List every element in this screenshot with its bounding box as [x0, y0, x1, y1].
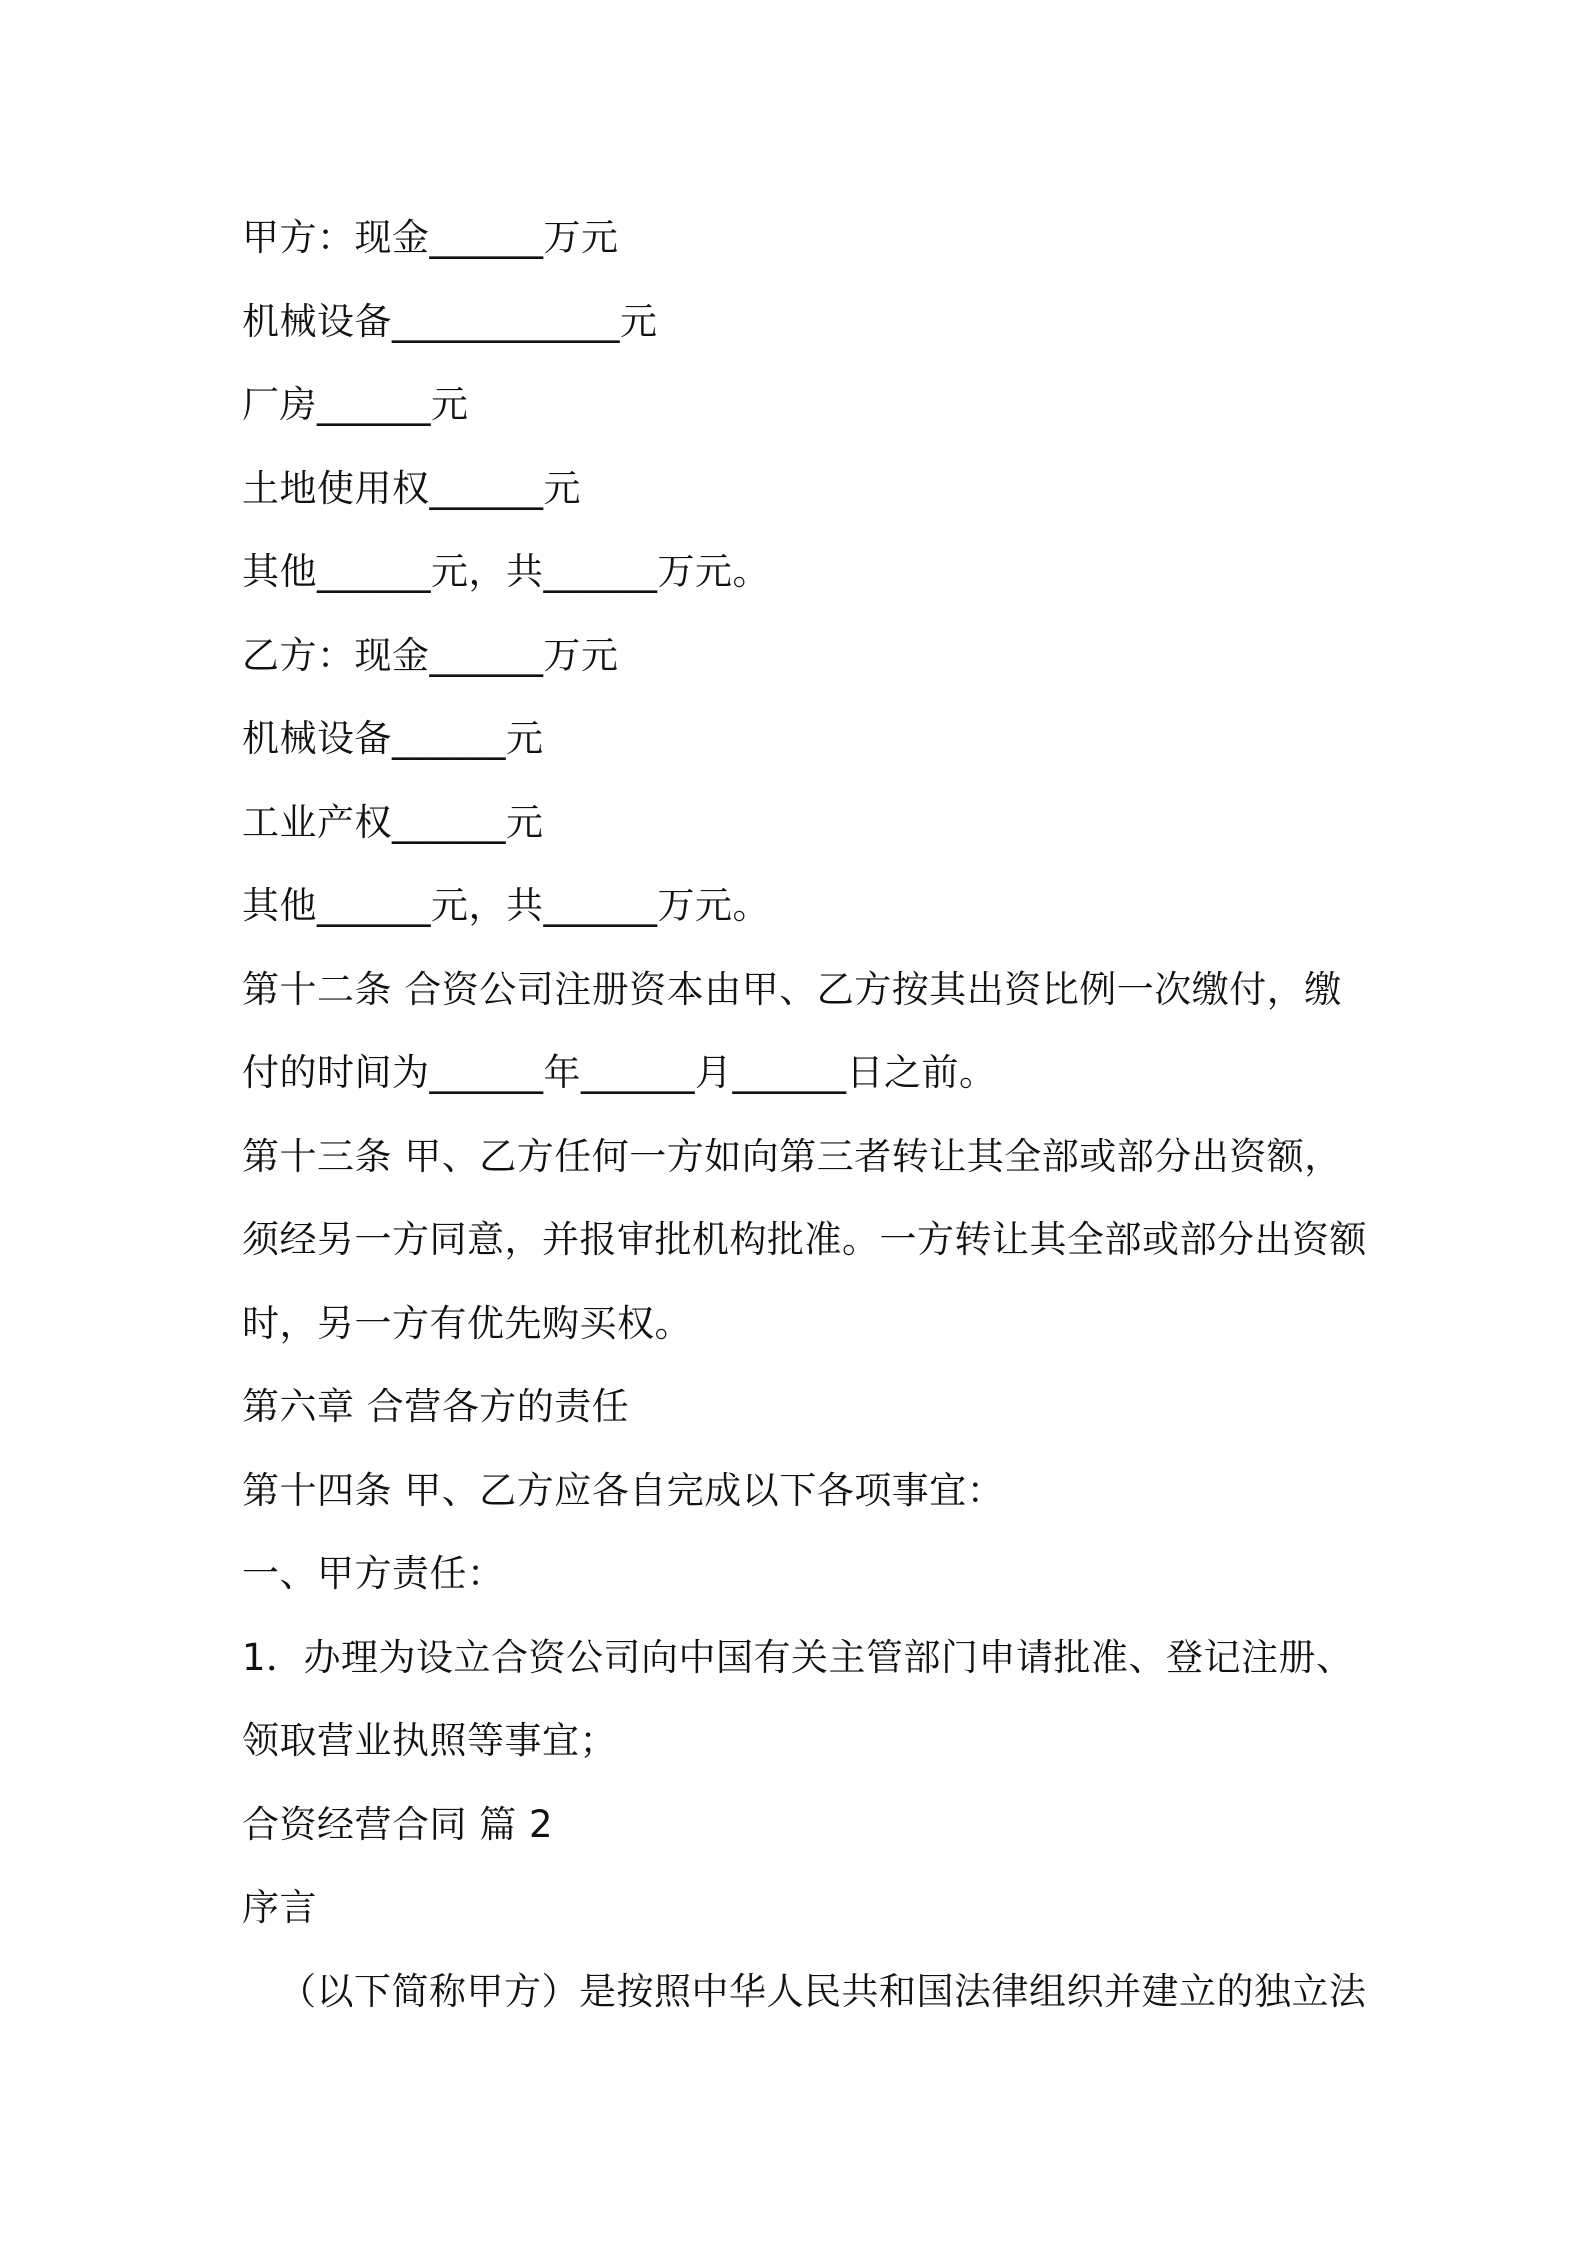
article-12-line-2: 付的时间为______年______月______日之前。 — [242, 1051, 997, 1094]
contract-2-title: 合资经营合同 篇 2 — [242, 1802, 554, 1846]
capital-party-a-other-total: 其他______元，共______万元。 — [242, 550, 770, 593]
article-12-line-1: 第十二条 合资公司注册资本由甲、乙方按其出资比例一次缴付，缴 — [242, 967, 1342, 1011]
capital-party-a-machinery: 机械设备____________元 — [242, 299, 658, 343]
chapter-6-heading: 第六章 合营各方的责任 — [242, 1385, 630, 1428]
article-14: 第十四条 甲、乙方应各自完成以下各项事宜： — [242, 1468, 1005, 1512]
article-13-line-1: 第十三条 甲、乙方任何一方如向第三者转让其全部或部分出资额， — [242, 1134, 1342, 1178]
article-13-line-3: 时，另一方有优先购买权。 — [242, 1301, 692, 1345]
capital-party-a-land-use-right: 土地使用权______元 — [242, 466, 581, 510]
preface-line-1: （以下简称甲方）是按照中华人民共和国法律组织并建立的独立法 — [279, 1969, 1367, 2013]
document-body — [242, 196, 1367, 2033]
capital-party-b-cash: 乙方：现金______万元 — [242, 633, 619, 677]
capital-party-b-machinery: 机械设备______元 — [242, 717, 544, 760]
capital-party-a-cash: 甲方：现金______万元 — [242, 216, 619, 259]
article-13-line-2: 须经另一方同意，并报审批机构批准。一方转让其全部或部分出资额 — [242, 1218, 1367, 1261]
party-a-duties-heading: 一、甲方责任： — [242, 1552, 505, 1595]
capital-party-b-other-total: 其他______元，共______万元。 — [242, 884, 770, 927]
capital-party-a-factory: 厂房______元 — [242, 383, 469, 426]
duty-1-line-2: 领取营业执照等事宜； — [242, 1719, 617, 1762]
duty-1-line-1: 1．办理为设立合资公司向中国有关主管部门申请批准、登记注册、 — [242, 1635, 1354, 1679]
capital-party-b-industrial-property: 工业产权______元 — [242, 800, 544, 844]
preface-heading: 序言 — [242, 1886, 317, 1929]
